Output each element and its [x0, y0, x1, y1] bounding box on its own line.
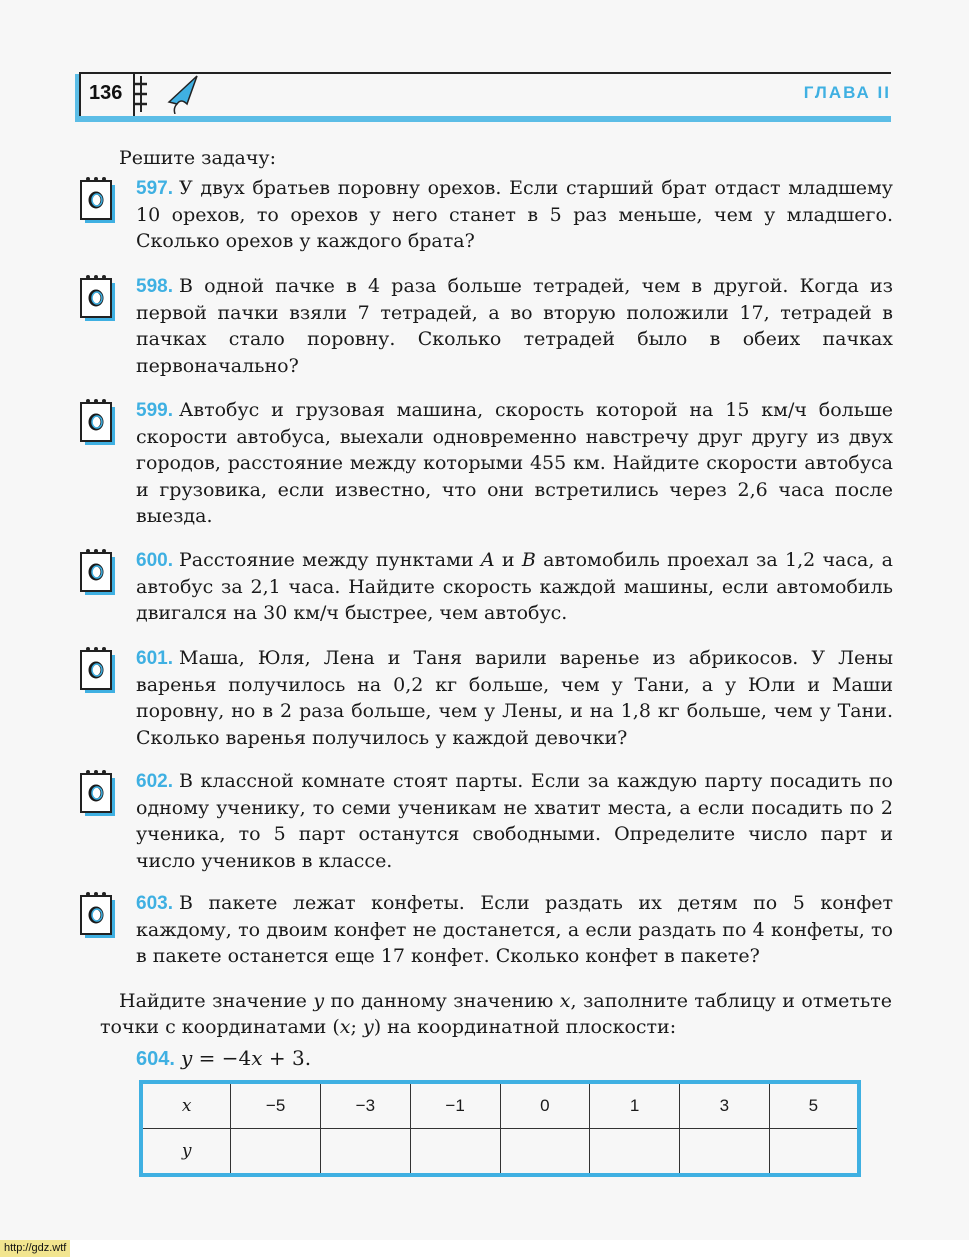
task-number: 604.	[136, 1048, 175, 1070]
task-number: 599.	[136, 400, 173, 421]
notepad-o-icon	[79, 645, 119, 697]
x-value-cell: 1	[590, 1082, 680, 1129]
task-number: 600.	[136, 550, 173, 571]
table-row-y	[141, 1129, 859, 1176]
value-table	[139, 1080, 861, 1177]
task-text: 602. В классной комнате стоят парты. Если за каждую парту посадить по одному ученику, то семи ученикам не хватит места, а если посадить по 2 ученика, то 5 парт останутся свободными. Определите число парт и число учеников в классе.	[136, 770, 893, 872]
task-604: 604. y = −4x + 3.	[136, 1046, 312, 1070]
x-value-cell: −3	[321, 1082, 411, 1129]
row-label-x: x	[141, 1082, 231, 1129]
notepad-o-icon	[79, 547, 119, 599]
task-number: 603.	[136, 893, 173, 914]
notepad-o-icon	[79, 890, 119, 942]
x-value-cell: 5	[769, 1082, 859, 1129]
task-text: 597. У двух братьев поровну орехов. Если старший брат отдаст младшему 10 орехов, то орехов у него станет в 5 раз меньше, чем у младшего. Сколько орехов у каждого брата?	[136, 177, 893, 253]
notepad-o-icon	[79, 175, 119, 227]
row-label-y: y	[141, 1129, 231, 1176]
task-number: 601.	[136, 648, 173, 669]
task-text: 601. Маша, Юля, Лена и Таня варили варенье из абрикосов. У Лены варенья получилось на 0,2 кг больше, чем у Тани, а у Юли и Маши поровну, но в 2 раза больше, чем у Лены, и на 1,8 кг больше, чем у Тани. Сколько варенья получилось у каждой девочки?	[136, 647, 893, 749]
watermark-link[interactable]: http://gdz.wtf	[0, 1240, 70, 1257]
page-number: 136	[89, 82, 123, 104]
table-row-x	[141, 1082, 859, 1129]
x-value-cell: 3	[680, 1082, 770, 1129]
notepad-o-icon	[79, 397, 119, 449]
page-header	[79, 72, 891, 118]
task-text: 599. Автобус и грузовая машина, скорость которой на 15 км/ч больше скорости автобуса, выехали одновременно навстречу друг другу из двух городов, расстояние между которыми 455 км. Найдите скорости автобуса и грузовика, если известно, что они встретились через 2,6 часа после выезда.	[136, 399, 893, 527]
x-value-cell: −5	[231, 1082, 321, 1129]
section-instructions: Найдите значение y по данному значению x, заполните таблицу и отметьте точки с координатами (x; y) на координатной плоскости:	[100, 990, 892, 1038]
task-number: 598.	[136, 276, 173, 297]
y-value-cell	[680, 1129, 770, 1176]
y-value-cell	[231, 1129, 321, 1176]
section-intro: Решите задачу:	[119, 147, 277, 169]
notepad-o-icon	[79, 273, 119, 325]
task-text: 600. Расстояние между пунктами A и B автомобиль проехал за 1,2 часа, а автобус за 2,1 часа. Найдите скорость каждой машины, если автомобиль двигался на 30 км/ч быстрее, чем автобус.	[136, 549, 894, 625]
y-value-cell	[321, 1129, 411, 1176]
task-text: 603. В пакете лежат конфеты. Если раздать их детям по 5 конфет каждому, то двоим конфет не достанется, а если раздать по 4 конфеты, то в пакете останется еще 17 конфет. Сколько конфет в пакете?	[136, 892, 893, 968]
spiral-binding-icon	[135, 76, 147, 112]
chapter-title: ГЛАВА II	[803, 83, 891, 102]
y-value-cell	[410, 1129, 500, 1176]
task-number: 597.	[136, 178, 173, 199]
task-text: 598. В одной пачке в 4 раза больше тетрадей, чем в другой. Когда из первой пачки взяли 7 тетрадей, а во вторую положили 17, тетрадей в пачках стало поровну. Сколько тетрадей было в обеих пачках первоначально?	[136, 275, 893, 377]
task-number: 602.	[136, 771, 173, 792]
notepad-o-icon	[79, 768, 119, 820]
y-value-cell	[590, 1129, 680, 1176]
y-value-cell	[500, 1129, 590, 1176]
header-underline	[75, 116, 891, 122]
x-value-cell: 0	[500, 1082, 590, 1129]
x-value-cell: −1	[410, 1082, 500, 1129]
page-corner-icon	[163, 74, 203, 114]
y-value-cell	[769, 1129, 859, 1176]
page-number-box	[79, 72, 135, 118]
